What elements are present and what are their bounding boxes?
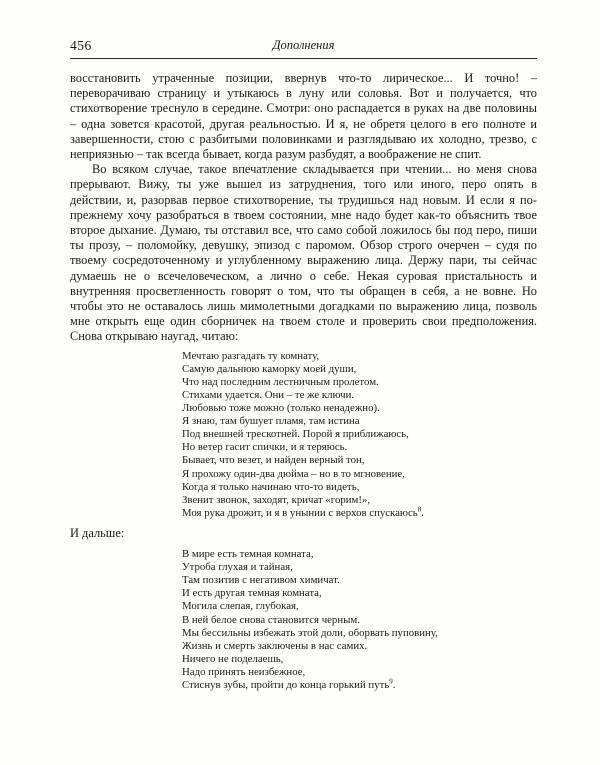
verse-line-with-footnote (182, 679, 537, 692)
verse-line: Когда я только начинаю что-то видеть, (182, 480, 360, 493)
verse-line: И есть другая темная комната, (182, 587, 322, 600)
verse-line: Жизнь и смерть заключены в нас самих. (182, 639, 368, 652)
poem-quote-first (182, 350, 537, 520)
running-title: Дополнения (272, 38, 335, 52)
interlude-text: И дальше: (70, 525, 125, 540)
verse-line: В ней белое снова становится черным. (182, 613, 360, 626)
verse-line: Там позитив с негативом химичат. (182, 574, 340, 587)
verse-line-with-footnote (182, 507, 537, 520)
verse-line: Любовью тоже можно (только ненадежно). (182, 402, 380, 415)
running-head (70, 38, 537, 55)
verse-line: Звенит звонок, заходят, кричат «горим!», (182, 493, 371, 506)
verse-line-text: Стиснув зубы, пройти до конца горький путь (182, 679, 390, 692)
verse-line: Мечтаю разгадать ту комнату, (182, 349, 320, 362)
body-text (70, 71, 537, 692)
verse-line-text: Моя рука дрожит, и я в унынии с верхов спускаюсь (182, 506, 418, 519)
verse-line: Я знаю, там бушует пламя, там истина (182, 415, 360, 428)
verse-line: Что над последним лестничным пролетом. (182, 375, 379, 388)
poem-quote-second (182, 548, 537, 692)
verse-line-punctuation: . (421, 506, 424, 519)
verse-line-punctuation: . (392, 679, 396, 692)
page-number: 456 (70, 38, 92, 53)
verse-line: Надо принять неизбежное, (182, 665, 306, 678)
paragraph: Во всяком случае, такое впечатление складывается при чтении... но меня снова прерывают. Вижу, ты уже вышел из затруднения, того или иного, перо опять в действии, и, разорвав первое стихотворение, ты трудишься над новым. И если я по-прежнему хочу разобраться в твоем состоянии, мне надо будет как-то объяснить твое второе дыхание. Думаю, ты отставил все, что само собой ложилось бы под перо, пиши ты прозу, – поломойку, девушку, эпизод с паромом. Обзор строго очерчен – судя по твоему сосредоточенному и углубленному выражению лица. Держу пари, ты сейчас думаешь не о всечеловеческом, а лично о себе. Некая суровая пристальность и внутренняя просветленность говорят о том, что ты обращен в себя, а не вовне. Но чтобы это не оставалось лишь мимолетными догадками по выражению лица, позволь мне открыть еще один сборничек на твоем столе и проверить свои предположения. Снова открываю наугад, читаю: (70, 162, 537, 344)
verse-line: Стихами удается. Они – те же ключи. (182, 388, 355, 401)
verse-line: Мы бессильны избежать этой доли, оборвать пуповину, (182, 626, 438, 639)
verse-line: Я прохожу один-два дюйма – но в то мгновение, (182, 467, 405, 480)
verse-line: Самую дальнюю каморку моей души, (182, 362, 357, 375)
verse-line: Утроба глухая и тайная, (182, 561, 293, 574)
verse-line: Могила слепая, глубокая, (182, 600, 299, 613)
verse-line: Бывает, что везет, и найден верный тон, (182, 454, 365, 467)
paragraph: восстановить утраченные позиции, ввернув что-то лирическое... И точно! – переворачиваю страницу и утыкаюсь в луну или соловья. Вот и получается, что стихотворение треснуло в середине. Смотри: оно распадается в руках на две половины – одна зовется красотой, другая реальностью. И я, не обретя целого в его полноте и завершенности, стою с разбитыми половинками и разглядываю их холодно, трезво, с неприязнью – так всегда бывает, когда разум разбудят, а воображение не спит. (70, 71, 537, 162)
verse-line: В мире есть темная комната, (182, 548, 314, 561)
footnote-reference: 9 (389, 677, 393, 686)
verse-line: Под внешней трескотней. Порой я приближаюсь, (182, 428, 409, 441)
verse-line: Ничего не поделаешь, (182, 652, 284, 665)
header-rule (70, 58, 537, 59)
verse-line: Но ветер гасит спички, и я теряюсь. (182, 441, 348, 454)
footnote-reference: 8 (417, 505, 422, 514)
text-block (70, 38, 537, 692)
